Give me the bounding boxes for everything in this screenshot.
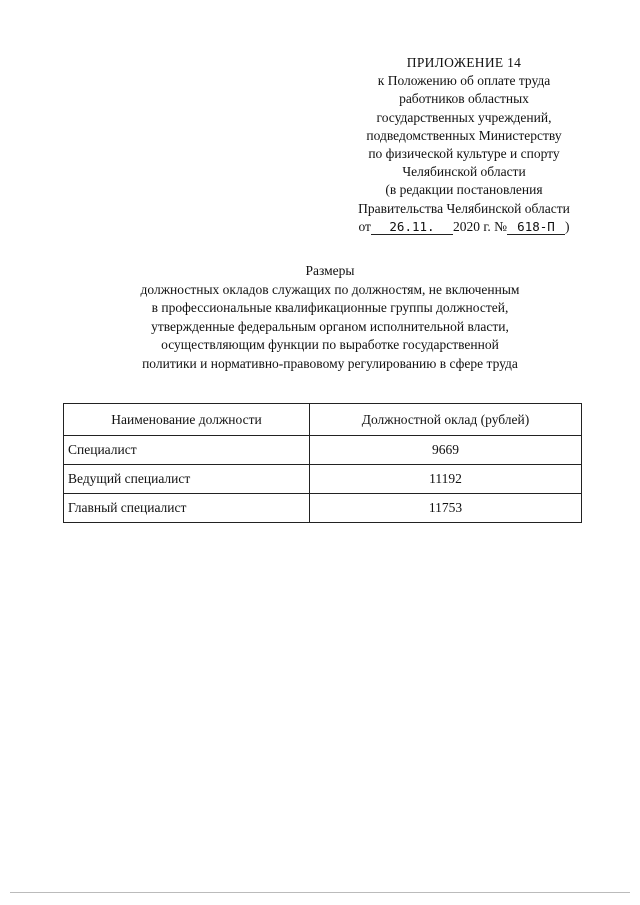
heading-line: утвержденные федеральным органом исполнительной власти, — [151, 318, 509, 334]
table-header-row — [64, 404, 582, 436]
table-row — [64, 436, 582, 465]
salary-cell: 11192 — [310, 465, 582, 494]
appendix-date-line — [330, 218, 598, 236]
date-prefix: от — [358, 218, 371, 234]
heading-line: осуществляющим функции по выработке государственной — [161, 337, 499, 353]
appendix-header — [330, 54, 598, 236]
heading-line: должностных окладов служащих по должностям, не включенным — [140, 281, 520, 297]
salary-cell: 9669 — [310, 436, 582, 465]
appendix-line: к Положению об оплате труда — [377, 73, 551, 89]
document-heading — [80, 262, 580, 374]
appendix-line: государственных учреждений, — [376, 109, 552, 125]
document-number-field: 618-П — [507, 220, 565, 235]
appendix-line: подведомственных Министерству — [366, 127, 562, 143]
closing-paren: ) — [565, 218, 570, 234]
position-cell: Ведущий специалист — [64, 465, 310, 494]
position-cell: Специалист — [64, 436, 310, 465]
appendix-title: ПРИЛОЖЕНИЕ 14 — [406, 55, 522, 70]
date-field: 26.11. — [371, 220, 453, 235]
position-cell: Главный специалист — [64, 494, 310, 523]
appendix-line: по физической культуре и спорту — [368, 146, 560, 162]
table-row — [64, 494, 582, 523]
heading-line: в профессиональные квалификационные группы должностей, — [151, 300, 509, 316]
heading-line: политики и нормативно-правовому регулированию в сфере труда — [142, 355, 518, 371]
appendix-line: Челябинской области — [402, 164, 526, 180]
appendix-line: (в редакции постановления — [385, 182, 543, 198]
heading-title: Размеры — [305, 263, 355, 278]
page-bottom-rule — [10, 892, 630, 893]
appendix-line: Правительства Челябинской области — [358, 200, 570, 216]
salary-table — [63, 403, 582, 523]
column-header-position: Наименование должности — [64, 404, 310, 436]
appendix-line: работников областных — [399, 91, 529, 107]
salary-cell: 11753 — [310, 494, 582, 523]
year-text: 2020 г. № — [452, 218, 507, 234]
column-header-salary: Должностной оклад (рублей) — [310, 404, 582, 436]
table-row — [64, 465, 582, 494]
